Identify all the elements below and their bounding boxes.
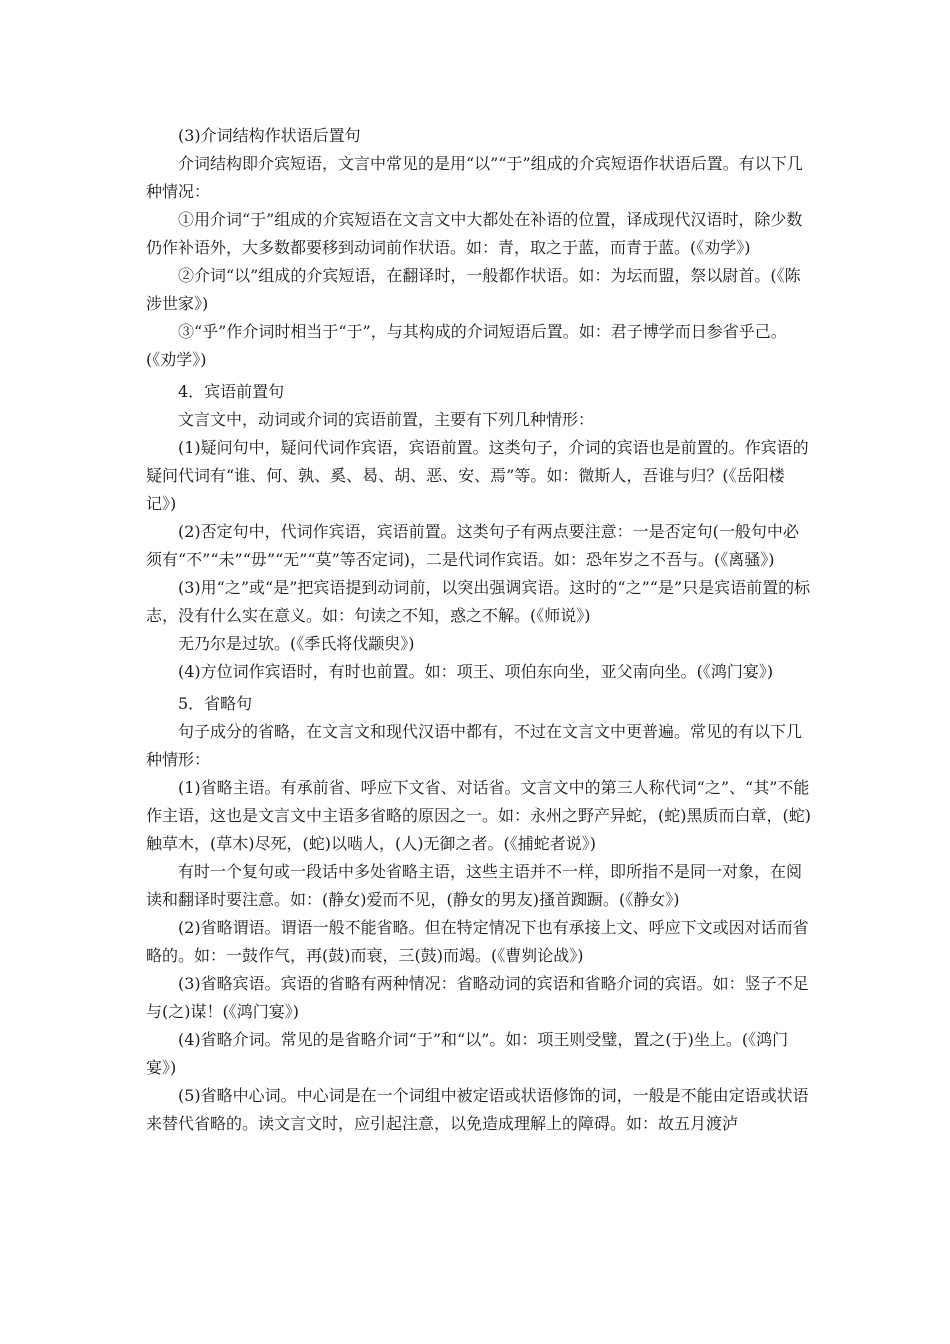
paragraph: (5)省略中心词。中心词是在一个词组中被定语或状语修饰的词，一般是不能由定语或状语来替代省略的。读文言文时，应引起注意，以免造成理解上的障碍。如：故五月渡泸 (146, 1086, 809, 1133)
paragraph: 介词结构即介宾短语，文言中常见的是用“以”“于”组成的介宾短语作状语后置。有以下几种情况： (146, 154, 803, 201)
paragraph: (3)用“之”或“是”把宾语提到动词前，以突出强调宾语。这时的“之”“是”只是宾语前置的标志，没有什么实在意义。如：句读之不知，惑之不解。(《师说》) (146, 578, 811, 625)
section-heading: 4．宾语前置句 (178, 382, 285, 401)
paragraph: ②介词“以”组成的介宾短语，在翻译时，一般都作状语。如：为坛而盟，祭以尉首。(《陈涉世家》) (146, 266, 801, 313)
paragraph: (3)省略宾语。宾语的省略有两种情况：省略动词的宾语和省略介词的宾语。如：竖子不足与(之)谋！(《鸿门宴》) (146, 974, 809, 1021)
paragraph: ①用介词“于”组成的介宾短语在文言文中大都处在补语的位置，译成现代汉语时，除少数仍作补语外，大多数都要移到动词前作状语。如：青，取之于蓝，而青于蓝。(《劝学》) (146, 210, 803, 257)
paragraph: 无乃尔是过欤。(《季氏将伐颛臾》) (178, 634, 415, 653)
document-body (146, 118, 814, 1138)
paragraph: (1)省略主语。有承前省、呼应下文省、对话省。文言文中的第三人称代词“之”、“其”不能作主语，这也是文言文中主语多省略的原因之一。如：永州之野产异蛇，(蛇)黑质而白章，(蛇)触草木，(草木)尽死，(蛇)以啮人，(人)无御之者。(《捕蛇者说》) (146, 778, 811, 853)
paragraph: 有时一个复句或一段话中多处省略主语，这些主语并不一样，即所指不是同一对象，在阅读和翻译时要注意。如：(静女)爱而不见，(静女的男友)搔首踟蹰。(《静女》) (146, 862, 803, 909)
section-heading: 5．省略句 (178, 694, 253, 713)
paragraph: (2)否定句中，代词作宾语，宾语前置。这类句子有两点要注意：一是否定句(一般句中必须有“不”“未”“毋”“无”“莫”等否定词)，二是代词作宾语。如：恐年岁之不吾与。(《离骚》) (146, 522, 799, 569)
paragraph: ③“乎”作介词时相当于“于”，与其构成的介词短语后置。如：君子博学而日参省乎己。(《劝学》) (146, 322, 787, 369)
paragraph: (1)疑问句中，疑问代词作宾语，宾语前置。这类句子，介词的宾语也是前置的。作宾语的疑问代词有“谁、何、孰、奚、曷、胡、恶、安、焉”等。如：微斯人，吾谁与归？(《岳阳楼记》) (146, 438, 809, 513)
paragraph: (4)省略介词。常见的是省略介词“于”和“以”。如：项王则受璧，置之(于)坐上。(《鸿门宴》) (146, 1030, 789, 1077)
paragraph: 文言文中，动词或介词的宾语前置，主要有下列几种情形： (178, 410, 595, 429)
section-heading: (3)介词结构作状语后置句 (178, 126, 361, 145)
paragraph: 句子成分的省略，在文言文和现代汉语中都有，不过在文言文中更普遍。常见的有以下几种情形： (146, 722, 803, 769)
paragraph: (4)方位词作宾语时，有时也前置。如：项王、项伯东向坐，亚父南向坐。(《鸿门宴》) (178, 662, 774, 681)
paragraph: (2)省略谓语。谓语一般不能省略。但在特定情况下也有承接上文、呼应下文或因对话而省略的。如：一鼓作气，再(鼓)而衰，三(鼓)而竭。(《曹刿论战》) (146, 918, 809, 965)
